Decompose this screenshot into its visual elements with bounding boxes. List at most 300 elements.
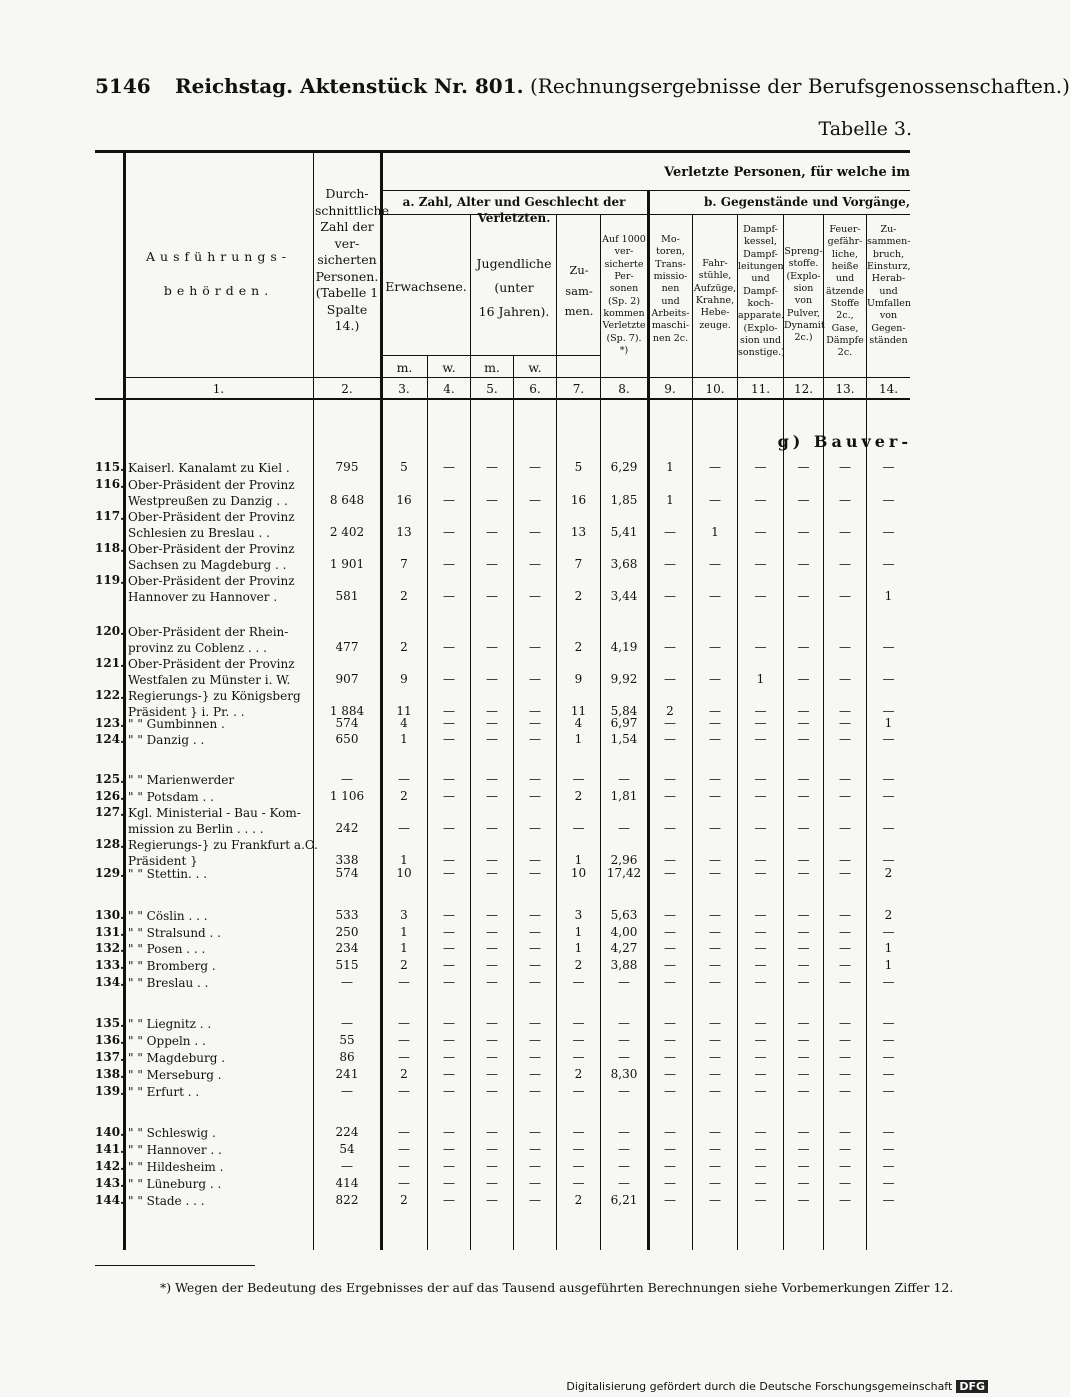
authority-name-line: Hannover zu Hannover . [128, 590, 278, 604]
row-number: 143. [95, 1176, 125, 1190]
table-cell: — [839, 557, 851, 571]
table-cell: — [486, 772, 498, 786]
authority-name-line: " " Potsdam . . [128, 790, 214, 804]
table-cell: — [797, 975, 810, 989]
table-cell: — [709, 925, 721, 939]
table-cell: 2 [400, 1067, 408, 1081]
table-cell: — [882, 925, 895, 939]
table-cell: — [882, 853, 895, 867]
table-cell: — [882, 1084, 895, 1098]
table-cell: 11 [570, 704, 587, 718]
table-cell: — [664, 732, 676, 746]
table-cell: — [709, 732, 721, 746]
table-cell: 3 [574, 908, 583, 922]
table-cell: — [882, 493, 895, 507]
table-cell: 1 [400, 941, 408, 955]
table-cell: — [486, 493, 498, 507]
table-cell: — [443, 1084, 455, 1098]
column-number: 10. [705, 382, 725, 396]
table-cell: — [486, 460, 498, 474]
table-cell: — [882, 672, 895, 686]
table-cell: 650 [335, 732, 359, 746]
authority-name-line: mission zu Berlin . . . . [128, 822, 264, 836]
table-cell: — [709, 1125, 721, 1139]
table-cell: 338 [335, 853, 359, 867]
table-cell: — [754, 975, 767, 989]
table-cell: 2 [574, 1067, 583, 1081]
table-cell: — [486, 941, 498, 955]
table-cell: — [664, 1142, 676, 1156]
table-cell: 16 [396, 493, 412, 507]
row-number: 138. [95, 1067, 125, 1081]
row-number: 125. [95, 772, 125, 786]
table-cell: — [529, 789, 541, 803]
table-cell: — [664, 958, 676, 972]
table-cell: — [839, 925, 851, 939]
row-number: 137. [95, 1050, 125, 1064]
table-cell: — [754, 1033, 767, 1047]
column-number: 1. [212, 382, 225, 396]
table-cell: — [664, 1176, 676, 1190]
table-cell: — [529, 716, 541, 730]
authority-name-line: Regierungs-} zu Königsberg [128, 689, 301, 703]
table-cell: — [486, 821, 498, 835]
authority-name-line: " " Stade . . . [128, 1194, 205, 1208]
table-cell: — [709, 640, 721, 654]
table-cell: — [754, 821, 767, 835]
table-cell: 574 [335, 866, 359, 880]
table-cell: — [618, 1176, 630, 1190]
table-cell: — [839, 853, 851, 867]
authority-name-line: Ober-Präsident der Provinz [128, 574, 295, 588]
table-cell: — [839, 716, 851, 730]
table-cell: 533 [335, 908, 359, 922]
table-cell: — [882, 640, 895, 654]
table-cell: — [664, 789, 676, 803]
column-number: 11. [750, 382, 771, 396]
table-cell: — [709, 1159, 721, 1173]
table-cell: — [486, 1176, 498, 1190]
row-number: 123. [95, 716, 125, 730]
col-header-hazardous: Feuer- gefähr- liche, heiße und ätzende Stoffe 2c., Gase, Dämpfe 2c. [826, 224, 864, 359]
authority-name-line: Kgl. Ministerial - Bau - Kom- [128, 806, 301, 820]
credit-text: Digitalisierung gefördert durch die Deutsche Forschungsgemeinschaft [566, 1380, 953, 1393]
col-header-authorities: Ausführungs- behörden. [146, 249, 291, 298]
table-cell: — [797, 704, 810, 718]
authority-name-line: " " Schleswig . [128, 1126, 216, 1140]
table-cell: — [797, 557, 810, 571]
table-cell: — [664, 716, 676, 730]
table-cell: — [664, 525, 676, 539]
table-cell: — [797, 640, 810, 654]
table-cell: — [529, 493, 541, 507]
table-cell: — [839, 789, 851, 803]
table-cell: 2 [400, 1193, 408, 1207]
table-cell: 4,00 [610, 925, 638, 939]
section-label: g) Bauver- [777, 432, 912, 451]
column-number: 8. [618, 382, 630, 396]
table-cell: — [486, 716, 498, 730]
table-cell: — [664, 908, 676, 922]
table-cell: — [443, 1033, 455, 1047]
table-cell: — [709, 1050, 721, 1064]
table-cell: — [443, 866, 455, 880]
table-cell: 2,96 [610, 853, 638, 867]
table-cell: — [398, 1159, 410, 1173]
table-cell: — [486, 925, 498, 939]
table-cell: 1 [574, 925, 583, 939]
table-cell: — [572, 1142, 585, 1156]
table-cell: — [709, 866, 721, 880]
table-cell: — [839, 908, 851, 922]
table-cell: — [882, 1067, 895, 1081]
table-cell: — [709, 975, 721, 989]
table-cell: — [529, 1033, 541, 1047]
table-cell: 1 [666, 460, 674, 474]
table-cell: — [797, 925, 810, 939]
table-cell: — [664, 853, 676, 867]
table-cell: — [882, 1142, 895, 1156]
authority-name-line: Präsident } [128, 854, 198, 868]
col-header-m: m. [484, 360, 500, 375]
table-cell: — [754, 1176, 767, 1190]
table-cell: — [443, 941, 455, 955]
table-cell: — [797, 1159, 810, 1173]
table-cell: — [443, 925, 455, 939]
table-cell: — [443, 493, 455, 507]
table-cell: — [839, 1016, 851, 1030]
table-cell: 241 [335, 1067, 359, 1081]
table-cell: — [486, 1033, 498, 1047]
table-cell: — [529, 821, 541, 835]
table-cell: — [618, 821, 630, 835]
table-cell: 13 [570, 525, 587, 539]
table-cell: — [882, 460, 895, 474]
table-cell: — [486, 1084, 498, 1098]
table-cell: 1 [400, 853, 408, 867]
row-number: 124. [95, 732, 125, 746]
table-cell: — [709, 716, 721, 730]
table-cell: 5 [400, 460, 408, 474]
authority-name-line: Sachsen zu Magdeburg . . [128, 558, 287, 572]
table-cell: 4 [400, 716, 408, 730]
table-top-rule [95, 150, 910, 153]
table-cell: — [486, 908, 498, 922]
table-cell: — [572, 1050, 585, 1064]
table-cell: 8 648 [329, 493, 365, 507]
table-cell: 2 [400, 589, 408, 603]
row-number: 119. [95, 573, 125, 587]
col-header-adults: Erwachsene. [385, 279, 467, 294]
table-cell: — [709, 672, 721, 686]
table-cell: — [754, 704, 767, 718]
table-cell: — [709, 853, 721, 867]
table-cell: — [797, 1050, 810, 1064]
table-cell: — [486, 866, 498, 880]
table-cell: 2 [574, 789, 583, 803]
table-cell: — [618, 1125, 630, 1139]
table-cell: — [839, 1050, 851, 1064]
table-cell: — [443, 1176, 455, 1190]
table-cell: — [664, 941, 676, 955]
table-cell: — [754, 1016, 767, 1030]
table-cell: — [529, 866, 541, 880]
column-number: 9. [664, 382, 676, 396]
table-cell: 4 [574, 716, 583, 730]
row-number: 134. [95, 975, 125, 989]
table-cell: — [443, 975, 455, 989]
table-cell: — [709, 704, 721, 718]
table-cell: — [882, 525, 895, 539]
table-cell: — [839, 704, 851, 718]
table-cell: — [664, 1159, 676, 1173]
table-cell: — [839, 493, 851, 507]
table-cell: 574 [335, 716, 359, 730]
table-cell: 3 [400, 908, 408, 922]
table-cell: — [709, 1067, 721, 1081]
table-cell: — [882, 1016, 895, 1030]
header-rule [123, 377, 910, 378]
table-cell: — [572, 1176, 585, 1190]
table-cell: 2 [574, 1193, 583, 1207]
table-cell: 2 [884, 866, 893, 880]
table-cell: — [839, 1033, 851, 1047]
table-cell: — [709, 460, 721, 474]
table-cell: — [839, 460, 851, 474]
authority-name-line: Ober-Präsident der Provinz [128, 657, 295, 671]
table-cell: — [443, 1016, 455, 1030]
table-cell: — [572, 821, 585, 835]
col-header-avg-insured: Durch- schnittliche Zahl der ver- sicherten Personen. (Tabelle 1 Spalte 14.) [315, 186, 390, 333]
table-cell: 1,85 [610, 493, 638, 507]
table-cell: — [443, 1067, 455, 1081]
table-cell: — [443, 525, 455, 539]
table-cell: — [398, 1033, 410, 1047]
table-cell: — [443, 640, 455, 654]
table-cell: 1,54 [610, 732, 638, 746]
authority-name-line: provinz zu Coblenz . . . [128, 641, 267, 655]
authority-name-line: Regierungs-} zu Frankfurt a.O. [128, 838, 318, 852]
page-number: 5146 [95, 74, 151, 98]
table-cell: 581 [335, 589, 359, 603]
table-cell: — [443, 1142, 455, 1156]
table-cell: — [486, 1159, 498, 1173]
col-header-per-1000: Auf 1000 ver- sicherte Per- sonen (Sp. 2) kommen Verletzte (Sp. 7). *) [602, 234, 646, 357]
table-cell: — [341, 772, 353, 786]
table-cell: — [882, 1050, 895, 1064]
authority-name-line: Ober-Präsident der Provinz [128, 510, 295, 524]
table-cell: — [664, 1067, 676, 1081]
table-cell: — [398, 1084, 410, 1098]
table-cell: — [529, 1125, 541, 1139]
table-cell: — [529, 772, 541, 786]
table-cell: 2 [400, 958, 408, 972]
table-cell: 1 884 [329, 704, 365, 718]
table-cell: — [754, 716, 767, 730]
table-cell: — [529, 1050, 541, 1064]
table-cell: — [709, 1176, 721, 1190]
table-cell: — [618, 975, 630, 989]
table-cell: — [529, 672, 541, 686]
table-cell: 1 [400, 732, 408, 746]
table-cell: 1 [574, 853, 583, 867]
authority-name-line: " " Breslau . . [128, 976, 209, 990]
table-cell: — [754, 772, 767, 786]
table-cell: — [572, 1159, 585, 1173]
table-cell: — [839, 975, 851, 989]
table-cell: — [398, 772, 410, 786]
authority-name-line: " " Erfurt . . [128, 1085, 200, 1099]
table-cell: — [754, 1067, 767, 1081]
col-header-boilers: Dampf- kessel, Dampf- leitungen und Dampf- koch- apparate. (Explo- sion und sonstige.) [738, 224, 785, 359]
table-cell: — [754, 589, 767, 603]
column-number: 13. [835, 382, 855, 396]
table-cell: — [529, 460, 541, 474]
table-cell: 1 [884, 941, 893, 955]
table-cell: — [797, 460, 810, 474]
table-cell: — [486, 1016, 498, 1030]
table-cell: — [443, 821, 455, 835]
table-cell: — [443, 908, 455, 922]
table-cell: 1,81 [610, 789, 638, 803]
table-cell: 7 [574, 557, 583, 571]
table-cell: 2 [574, 589, 583, 603]
table-cell: — [754, 460, 767, 474]
table-cell: 1 [711, 525, 719, 539]
table-cell: — [709, 1016, 721, 1030]
table-cell: — [882, 557, 895, 571]
table-cell: — [398, 1176, 410, 1190]
table-cell: — [618, 1050, 630, 1064]
table-cell: — [486, 853, 498, 867]
row-number: 115. [95, 460, 125, 474]
table-cell: — [754, 925, 767, 939]
table-cell: 477 [335, 640, 359, 654]
table-cell: — [529, 704, 541, 718]
table-cell: 5 [574, 460, 583, 474]
table-cell: 2 402 [329, 525, 365, 539]
table-cell: — [572, 975, 585, 989]
table-cell: — [709, 493, 721, 507]
table-cell: — [797, 1033, 810, 1047]
table-cell: — [839, 1176, 851, 1190]
table-cell: — [797, 1016, 810, 1030]
table-cell: 6,97 [610, 716, 638, 730]
table-cell: — [754, 1142, 767, 1156]
table-header-bottom-rule [95, 398, 910, 400]
table-cell: 9 [574, 672, 583, 686]
table-cell: — [754, 1193, 767, 1207]
table-cell: — [572, 772, 585, 786]
table-cell: — [754, 1050, 767, 1064]
table-cell: — [486, 557, 498, 571]
table-cell: 1 901 [329, 557, 365, 571]
table-cell: — [486, 1193, 498, 1207]
table-cell: — [664, 557, 676, 571]
row-number: 121. [95, 656, 125, 670]
table-cell: — [486, 704, 498, 718]
table-cell: 1 [884, 716, 893, 730]
table-cell: 1 106 [329, 789, 365, 803]
table-cell: — [618, 772, 630, 786]
table-cell: — [443, 1193, 455, 1207]
table-cell: 8,30 [610, 1067, 638, 1081]
table-cell: — [709, 958, 721, 972]
table-cell: — [529, 1193, 541, 1207]
header-rule [380, 355, 600, 356]
authority-name-line: Ober-Präsident der Provinz [128, 478, 295, 492]
authority-name-line: " " Hannover . . [128, 1143, 222, 1157]
table-cell: — [839, 1084, 851, 1098]
table-cell: — [797, 1067, 810, 1081]
table-cell: — [572, 1084, 585, 1098]
table-cell: — [486, 1067, 498, 1081]
table-cell: — [398, 1050, 410, 1064]
table-cell: — [797, 789, 810, 803]
table-cell: — [882, 704, 895, 718]
table-cell: — [341, 1159, 353, 1173]
table-cell: — [572, 1125, 585, 1139]
table-cell: — [664, 1033, 676, 1047]
table-cell: — [618, 1159, 630, 1173]
table-cell: — [839, 1193, 851, 1207]
col-header-elevators: Fahr- stühle, Aufzüge, Krahne, Hebe- zeuge. [693, 258, 737, 331]
authority-name-line: Westpreußen zu Danzig . . [128, 494, 288, 508]
table-cell: 1 [756, 672, 765, 686]
table-cell: — [486, 1125, 498, 1139]
table-cell: — [797, 716, 810, 730]
authority-name-line: Präsident } i. Pr. . . [128, 705, 245, 719]
table-cell: 907 [335, 672, 359, 686]
table-cell: 2 [400, 640, 408, 654]
table-cell: — [618, 1084, 630, 1098]
table-cell: — [398, 1142, 410, 1156]
table-cell: — [529, 1067, 541, 1081]
table-cell: 16 [570, 493, 587, 507]
table-cell: — [709, 821, 721, 835]
table-cell: — [443, 460, 455, 474]
table-cell: — [839, 1067, 851, 1081]
table-cell: 4,19 [610, 640, 638, 654]
col-header-injured-group: Verletzte Personen, für welche im [664, 165, 910, 180]
table-cell: — [529, 958, 541, 972]
table-cell: — [797, 1193, 810, 1207]
table-cell: 5,63 [610, 908, 638, 922]
table-cell: 3,68 [610, 557, 638, 571]
table-cell: — [797, 866, 810, 880]
table-cell: — [443, 1125, 455, 1139]
table-cell: 1 [574, 732, 583, 746]
table-cell: — [839, 640, 851, 654]
table-cell: 1 [884, 589, 893, 603]
table-cell: — [754, 640, 767, 654]
table-cell: — [709, 1193, 721, 1207]
table-cell: — [754, 908, 767, 922]
table-cell: — [709, 1084, 721, 1098]
table-cell: — [709, 772, 721, 786]
authority-name-line: " " Bromberg . [128, 959, 216, 973]
table-cell: 5,41 [610, 525, 638, 539]
table-cell: — [797, 853, 810, 867]
page-header [95, 74, 1070, 98]
table-cell: — [398, 1125, 410, 1139]
table-cell: — [882, 1176, 895, 1190]
footnote: *) Wegen der Bedeutung des Ergebnisses der auf das Tausend ausgeführten Berechnungen siehe Vorbemerkungen Ziffer 12. [160, 1280, 954, 1295]
table-cell: — [529, 1159, 541, 1173]
column-number: 3. [398, 382, 410, 396]
table-cell: — [486, 975, 498, 989]
table-cell: — [797, 1176, 810, 1190]
